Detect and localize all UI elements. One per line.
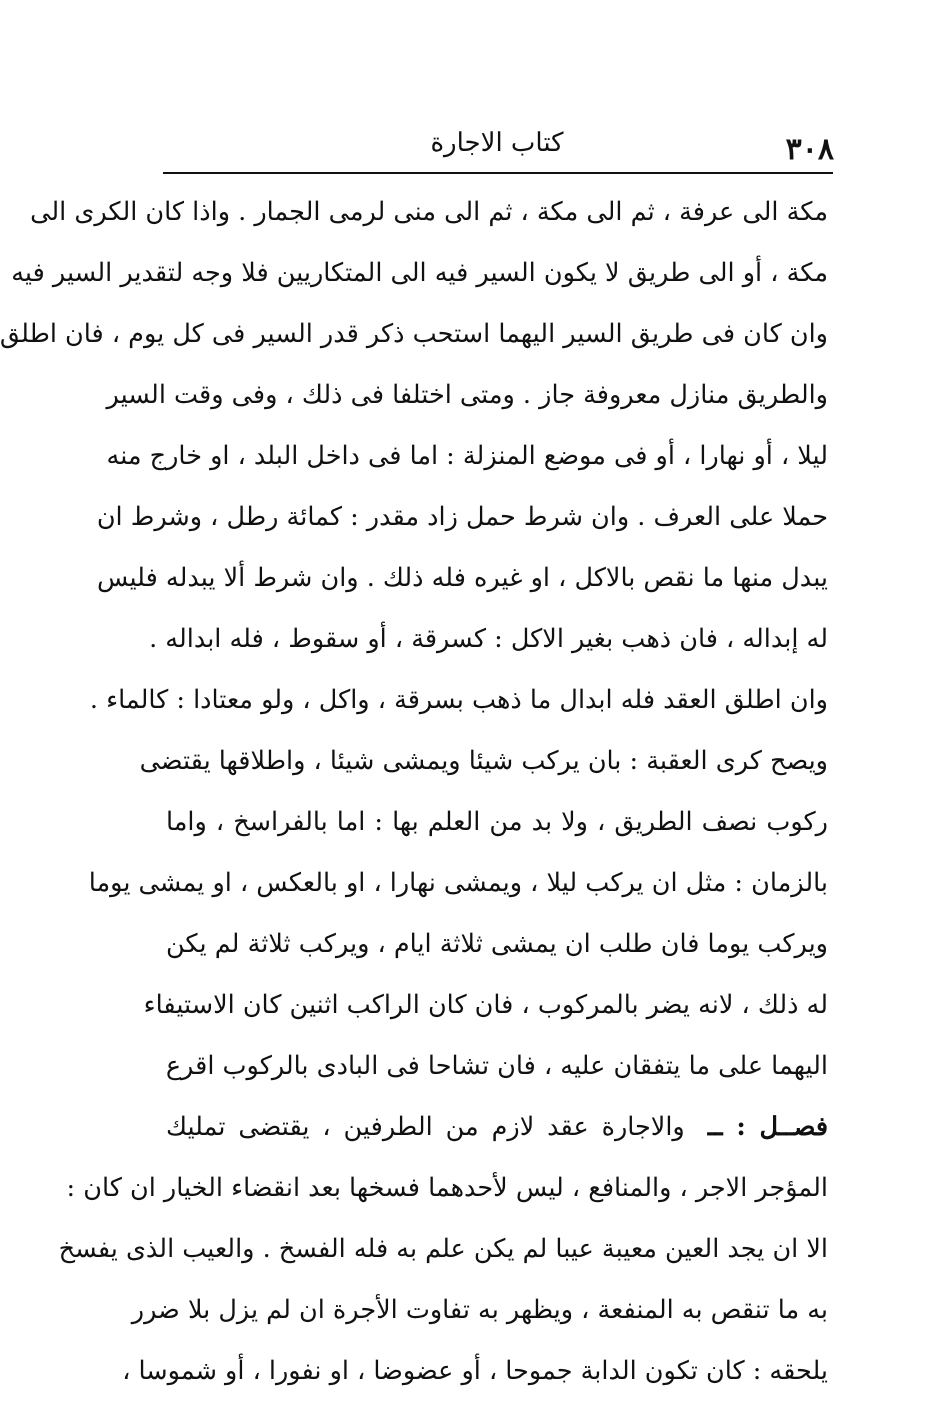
text-line: ركوب نصف الطريق ، ولا بد من العلم بها : اما بالفراسخ ، واما	[166, 807, 828, 837]
text-line: والطريق منازل معروفة جاز . ومتى اختلفا فى ذلك ، وفى وقت السير	[106, 380, 828, 410]
text-line: حملا على العرف . وان شرط حمل زاد مقدر : كمائة رطل ، وشرط ان	[96, 502, 828, 532]
text-line: له ذلك ، لانه يضر بالمركوب ، فان كان الراكب اثنين كان الاستيفاء	[143, 990, 828, 1020]
text-line: اليهما على ما يتفقان عليه ، فان تشاحا فى البادى بالركوب اقرع	[165, 1051, 828, 1081]
text-body	[0, 182, 829, 1402]
text-line: له إبداله ، فان ذهب بغير الاكل : كسرقة ، أو سقوط ، فله ابداله .	[149, 624, 828, 654]
text-line: به ما تنقص به المنفعة ، ويظهر به تفاوت الأجرة ان لم يزل بلا ضرر	[131, 1295, 828, 1325]
section-first-line	[166, 1097, 828, 1158]
running-header	[160, 128, 834, 168]
text-line: وان اطلق العقد فله ابدال ما ذهب بسرقة ، واكل ، ولو معتادا : كالماء .	[89, 685, 828, 715]
text-line: المؤجر الاجر ، والمنافع ، ليس لأحدهما فسخها بعد انقضاء الخيار ان كان :	[66, 1173, 828, 1203]
text-line: يبدل منها ما نقص بالاكل ، او غيره فله ذلك . وان شرط ألا يبدله فليس	[96, 563, 828, 593]
text-line: ليلا ، أو نهارا ، أو فى موضع المنزلة : اما فى داخل البلد ، او خارج منه	[106, 441, 828, 471]
header-rule	[163, 172, 833, 174]
section-first-line-text: والاجارة عقد لازم من الطرفين ، يقتضى تمليك	[166, 1112, 685, 1142]
text-line: الا ان يجد العين معيبة عيبا لم يكن علم به فله الفسخ . والعيب الذى يفسخ	[58, 1234, 828, 1264]
text-line: وان كان فى طريق السير اليهما استحب ذكر قدر السير فى كل يوم ، فان اطلق	[0, 319, 828, 349]
text-line: بالزمان : مثل ان يركب ليلا ، ويمشى نهارا ، او بالعكس ، او يمشى يوما	[88, 868, 828, 898]
running-title: كتاب الاجارة	[430, 128, 564, 158]
text-line: يلحقه : كان تكون الدابة جموحا ، أو عضوضا ، او نفورا ، أو شموسا ،	[122, 1356, 828, 1386]
text-line: ويركب يوما فان طلب ان يمشى ثلاثة ايام ، ويركب ثلاثة لم يكن	[166, 929, 828, 959]
page-number: ٣٠٨	[785, 132, 834, 167]
text-line: ويصح كرى العقبة : بان يركب شيئا ويمشى شيئا ، واطلاقها يقتضى	[139, 746, 828, 776]
text-line: مكة الى عرفة ، ثم الى مكة ، ثم الى منى لرمى الجمار . واذا كان الكرى الى	[30, 197, 828, 227]
text-line: مكة ، أو الى طريق لا يكون السير فيه الى المتكاريين فلا وجه لتقدير السير فيه	[11, 258, 828, 288]
section-heading: فصــل : ــ	[707, 1112, 829, 1142]
